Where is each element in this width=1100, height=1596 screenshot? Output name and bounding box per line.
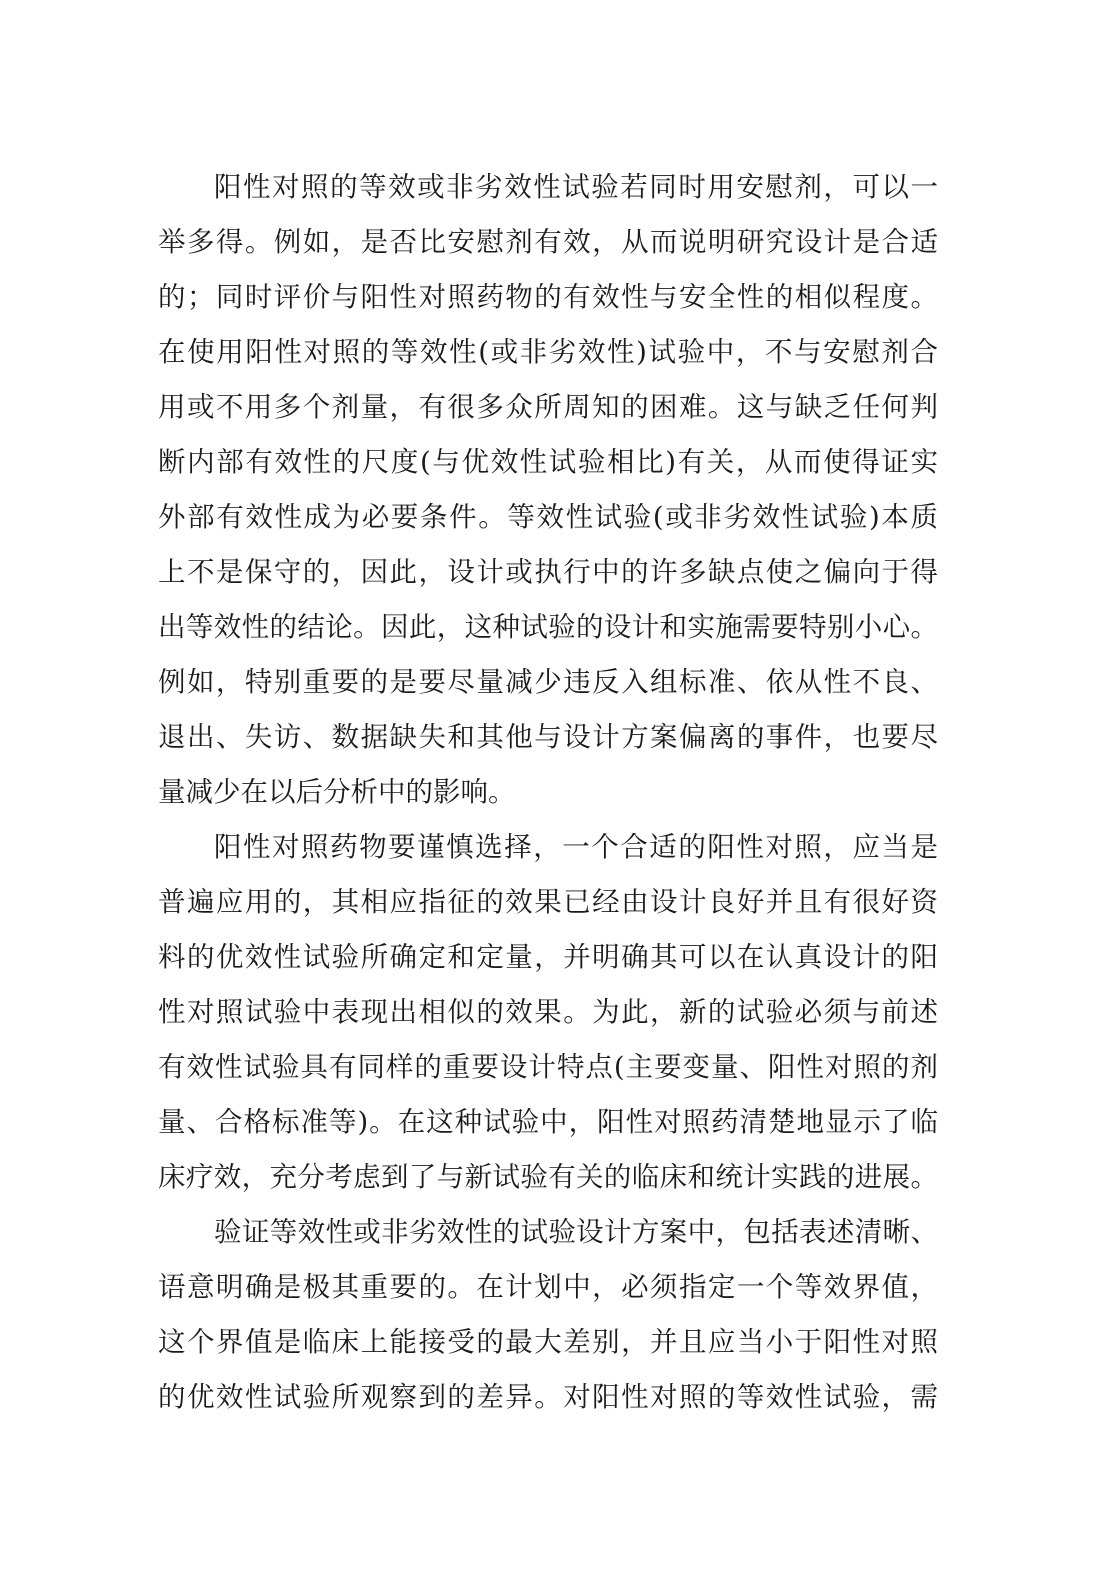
text-line: 在使用阳性对照的等效性(或非劣效性)试验中，不与安慰剂合 [158,336,938,368]
document-body [158,160,938,1425]
text-line: 的；同时评价与阳性对照药物的有效性与安全性的相似程度。 [158,281,938,313]
text-line: 外部有效性成为必要条件。等效性试验(或非劣效性试验)本质 [158,501,938,533]
text-line: 例如，特别重要的是要尽量减少违反入组标准、依从性不良、 [158,666,938,698]
text-line: 料的优效性试验所确定和定量，并明确其可以在认真设计的阳 [158,941,938,973]
text-line: 上不是保守的，因此，设计或执行中的许多缺点使之偏向于得 [158,556,938,588]
text-line: 阳性对照的等效或非劣效性试验若同时用安慰剂，可以一 [214,171,938,203]
text-line: 量减少在以后分析中的影响。 [158,776,516,808]
text-line: 举多得。例如，是否比安慰剂有效，从而说明研究设计是合适 [158,226,938,258]
text-line: 退出、失访、数据缺失和其他与设计方案偏离的事件，也要尽 [158,721,938,753]
text-line: 这个界值是临床上能接受的最大差别，并且应当小于阳性对照 [158,1326,938,1358]
text-line: 有效性试验具有同样的重要设计特点(主要变量、阳性对照的剂 [158,1051,938,1083]
text-line: 出等效性的结论。因此，这种试验的设计和实施需要特别小心。 [158,611,938,643]
text-line: 语意明确是极其重要的。在计划中，必须指定一个等效界值， [158,1271,938,1303]
text-line: 性对照试验中表现出相似的效果。为此，新的试验必须与前述 [158,996,938,1028]
text-line: 床疗效，充分考虑到了与新试验有关的临床和统计实践的进展。 [158,1161,938,1193]
text-line: 断内部有效性的尺度(与优效性试验相比)有关，从而使得证实 [158,446,938,478]
paragraph-3 [158,1205,938,1425]
text-line: 用或不用多个剂量，有很多众所周知的困难。这与缺乏任何判 [158,391,938,423]
paragraph-2 [158,820,938,1205]
text-line: 验证等效性或非劣效性的试验设计方案中，包括表述清晰、 [214,1216,938,1248]
text-line: 普遍应用的，其相应指征的效果已经由设计良好并且有很好资 [158,886,938,918]
paragraph-1 [158,160,938,820]
text-line: 量、合格标准等)。在这种试验中，阳性对照药清楚地显示了临 [158,1106,938,1138]
text-line: 的优效性试验所观察到的差异。对阳性对照的等效性试验，需 [158,1381,938,1413]
text-line: 阳性对照药物要谨慎选择，一个合适的阳性对照，应当是 [214,831,938,863]
